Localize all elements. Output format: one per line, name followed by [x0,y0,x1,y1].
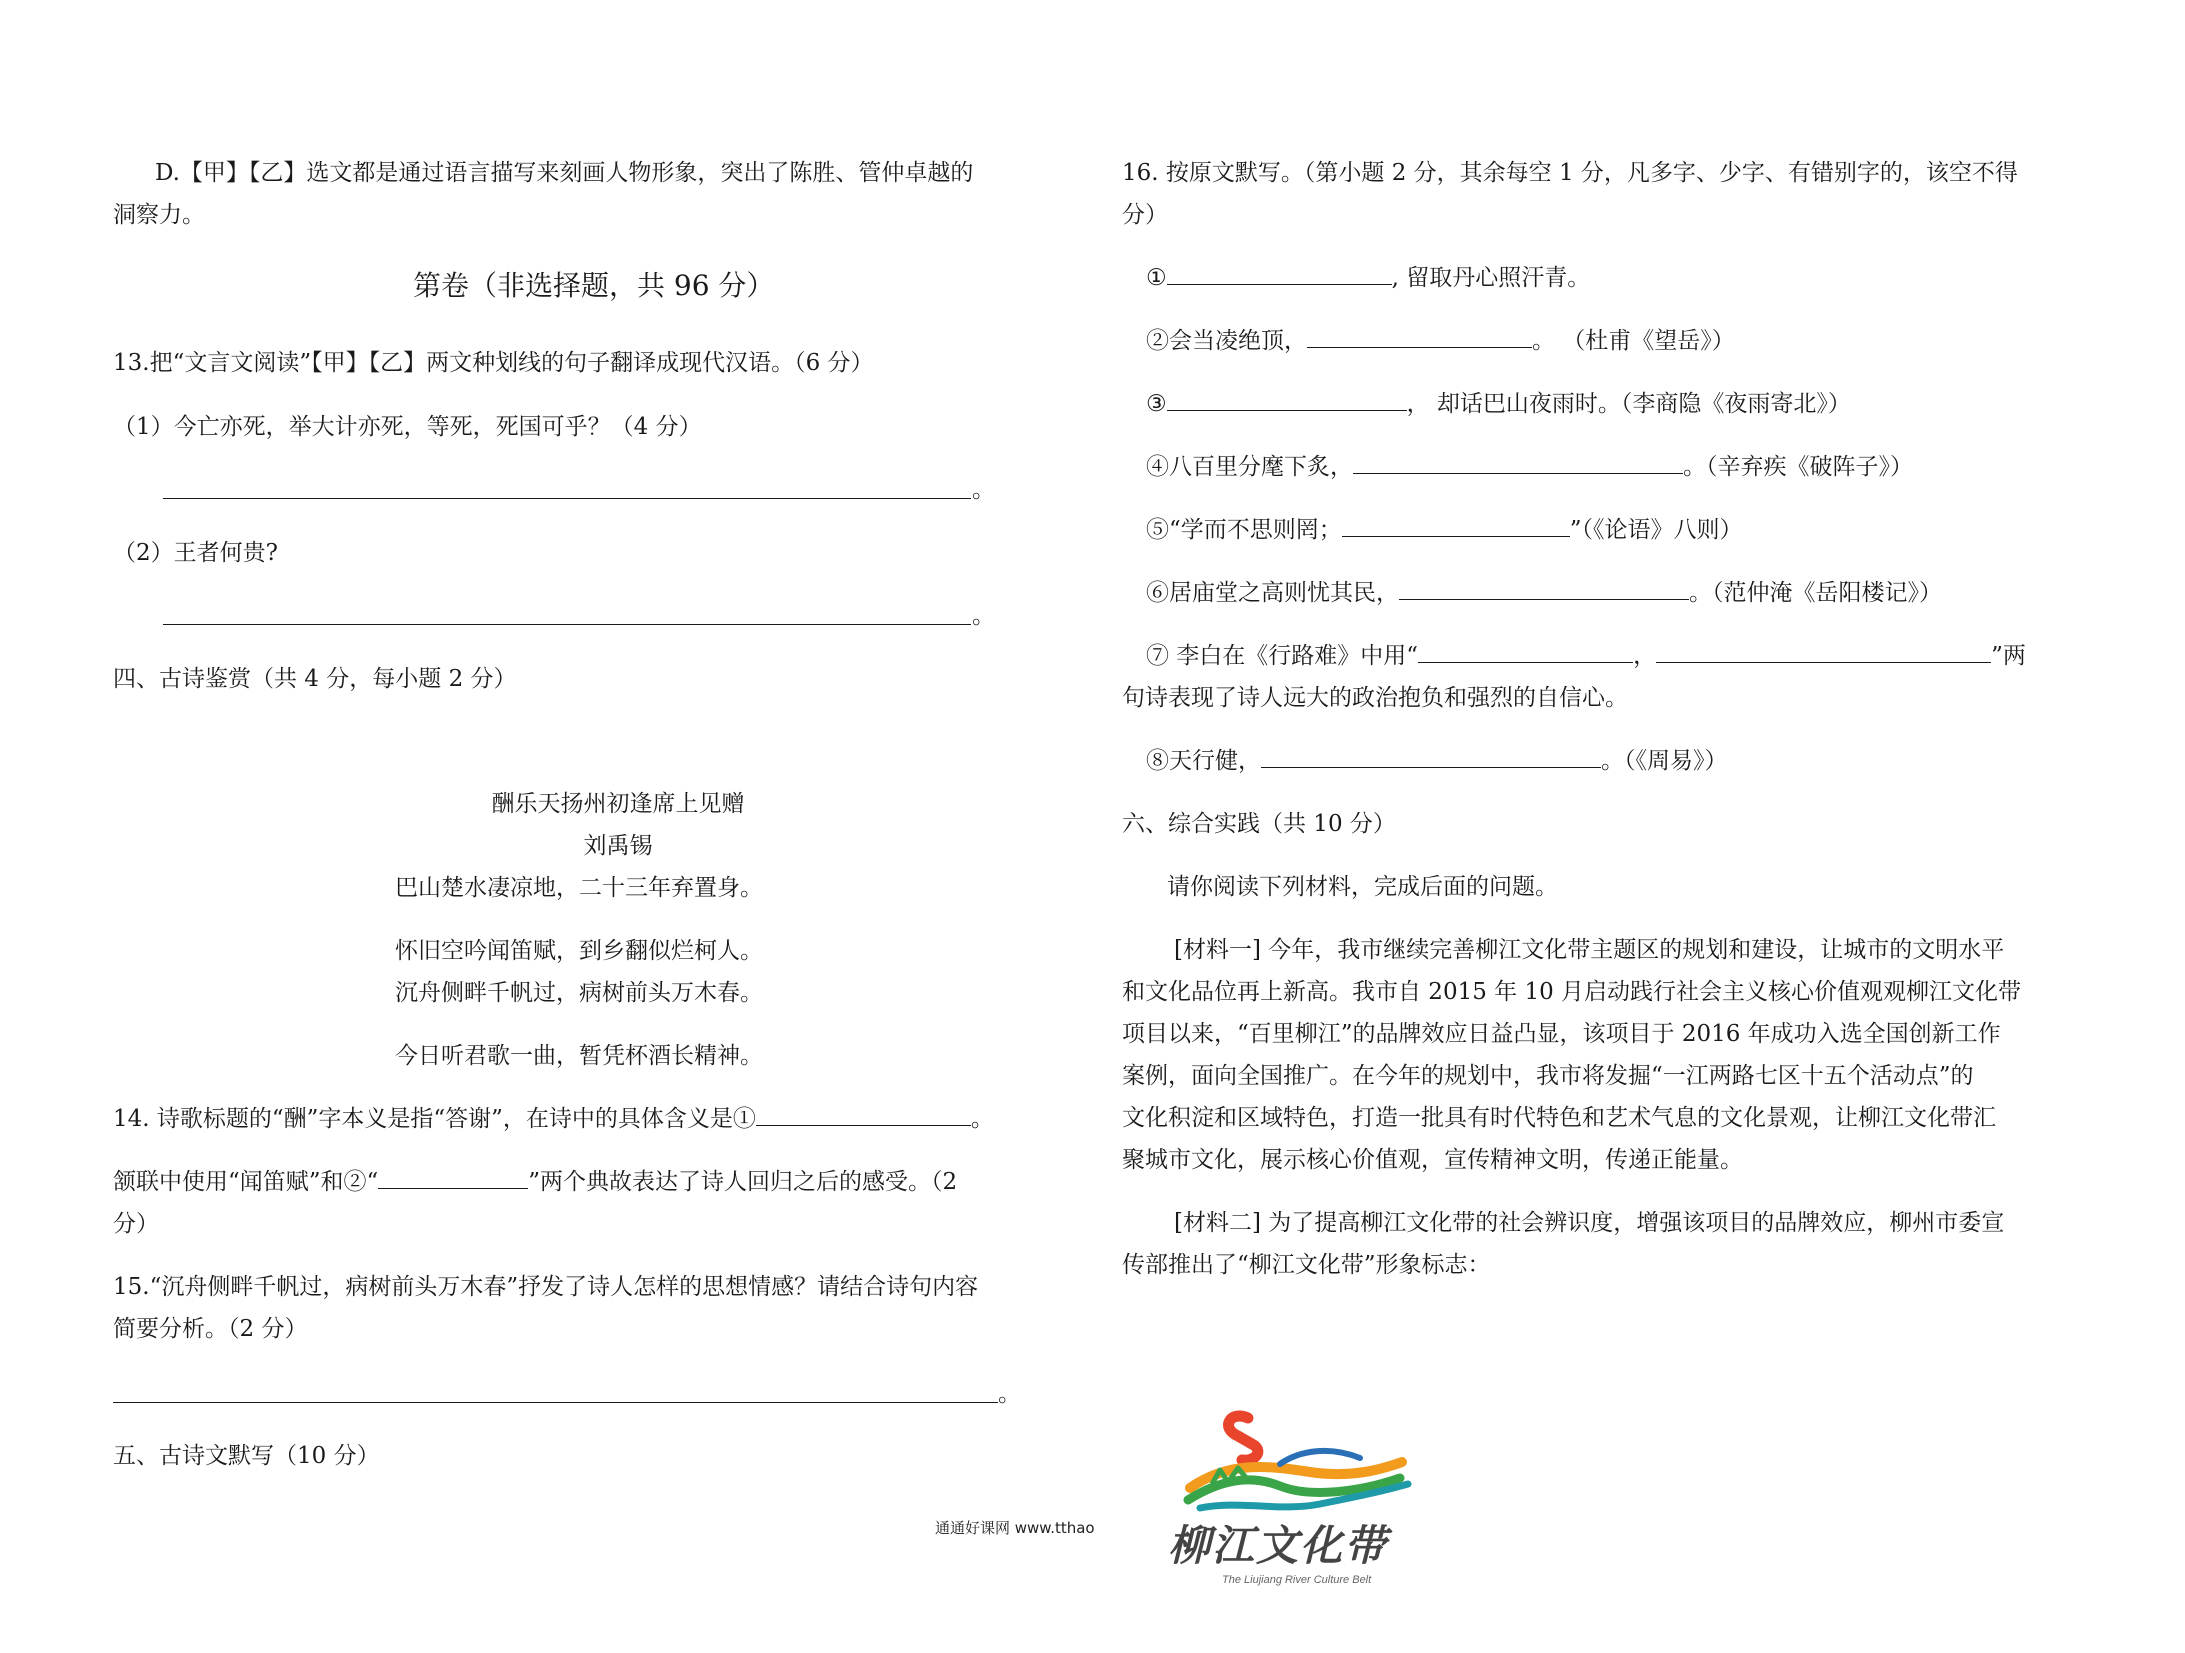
item-text: ， 却话巴山夜雨时。（李商隐《夜雨寄北》） [1406,391,1851,417]
item-text: ⑧天行健， [1146,748,1261,774]
item-text: ④八百里分麾下炙， [1146,454,1353,480]
item-text: , 留取丹心照汗青。 [1391,265,1591,291]
question-13-2: （2）王者何贵? [113,540,278,566]
section-5-title: 五、古诗文默写（10 分） [113,1443,380,1469]
liujiang-logo [1160,1400,1420,1600]
recite-item-1 [1146,262,1590,294]
answer-period: 。 [972,477,995,503]
q14-text: 14. 诗歌标题的“酬”字本义是指“答谢”，在诗中的具体含义是① [113,1106,756,1132]
answer-period: 。 [972,603,995,629]
blank-16-4[interactable] [1353,451,1683,474]
blank-16-5[interactable] [1342,514,1570,537]
section-4-title: 四、古诗鉴赏（共 4 分，每小题 2 分） [113,666,517,692]
poem-line: 今日听君歌一曲，暂凭杯酒长精神。 [395,1043,763,1069]
recite-item-7 [1146,640,2026,672]
q14-end: 。 [970,1106,994,1132]
blank-16-3[interactable] [1167,388,1407,411]
blank-16-6[interactable] [1399,577,1689,600]
material-line: 聚城市文化，展示核心价值观，宣传精神文明，传递正能量。 [1122,1147,1743,1173]
logo-emblem-icon [1160,1400,1420,1520]
footer-site: 通通好课网 www.tthao [935,1519,1095,1537]
item-text: 。（辛弃疾《破阵子》） [1683,454,1913,480]
question-15-line2: 简要分析。（2 分） [113,1316,308,1342]
item-text: ⑤“学而不思则罔； [1146,517,1342,543]
item-text: 。（《周易》） [1601,748,1728,774]
logo-english: The Liujiang River Culture Belt [1222,1574,1372,1586]
item-text: ”（《论语》八则） [1569,517,1743,543]
question-16-line2: 分） [1122,202,1168,228]
item-text: 。 （杜甫《望岳》） [1532,328,1735,354]
question-14-line2 [113,1166,957,1198]
material-line: [材料一] 今年，我市继续完善柳江文化带主题区的规划和建设，让城市的文明水平 [1174,937,2005,963]
poem-line: 沉舟侧畔千帆过，病树前头万木春。 [395,980,763,1006]
blank-16-7a[interactable] [1418,640,1633,663]
item-text: ， [1633,643,1657,669]
option-d-line2: 洞察力。 [113,202,205,228]
recite-item-2 [1146,325,1735,357]
poem-line: 怀旧空吟闻笛赋，到乡翻似烂柯人。 [395,938,763,964]
blank-14-1[interactable] [756,1103,971,1126]
material-intro: 请你阅读下列材料，完成后面的问题。 [1167,874,1558,900]
question-13: 13.把“文言文阅读”【甲】【乙】两文种划线的句子翻译成现代汉语。（6 分） [113,350,874,376]
blank-14-2[interactable] [378,1166,528,1189]
answer-line-13-1[interactable] [163,498,971,499]
question-15-line1: 15.“沉舟侧畔千帆过，病树前头万木春”抒发了诗人怎样的思想情感？请结合诗句内容 [113,1274,979,1300]
recite-item-8 [1146,745,1728,777]
question-14-line1 [113,1103,994,1135]
material-line: 和文化品位再上新高。我市自 2015 年 10 月启动践行社会主义核心价值观观柳江文化带 [1122,979,2022,1005]
answer-line-13-2[interactable] [163,624,971,625]
item-text: ⑦ 李白在《行路难》中用“ [1146,643,1419,669]
question-13-1: （1）今亡亦死，举大计亦死，等死，死国可乎？（4 分） [113,414,702,440]
answer-line-15[interactable] [113,1402,998,1403]
item-text: ”两 [1991,643,2026,669]
blank-16-8[interactable] [1261,745,1601,768]
recite-item-4 [1146,451,1913,483]
poem-title: 酬乐天扬州初逢席上见赠 [491,791,745,817]
blank-16-7b[interactable] [1656,640,1991,663]
question-14-line3: 分） [113,1211,159,1237]
item-text: 。（范仲淹《岳阳楼记》） [1689,580,1942,606]
logo-chinese: 柳江文化带 [1168,1521,1389,1570]
answer-period: 。 [998,1381,1021,1407]
section-title: 第卷（非选择题，共 96 分） [413,269,775,302]
recite-item-5 [1146,514,1743,546]
material-line: [材料二] 为了提高柳江文化带的社会辨识度，增强该项目的品牌效应，柳州市委宣 [1174,1210,2005,1236]
section-6-title: 六、综合实践（共 10 分） [1122,811,1396,837]
item-label: ③ [1146,391,1167,417]
recite-item-6 [1146,577,1942,609]
blank-16-1[interactable] [1167,262,1392,285]
material-line: 项目以来，“百里柳江”的品牌效应日益凸显，该项目于 2016 年成功入选全国创新工作 [1122,1021,2001,1047]
q14-text-a: 颔联中使用“闻笛赋”和②“ [113,1169,379,1195]
q14-text-b: ”两个典故表达了诗人回归之后的感受。（2 [528,1169,958,1195]
recite-item-3 [1146,388,1851,420]
material-line: 案例，面向全国推广。在今年的规划中，我市将发掘“一江两路七区十五个活动点”的 [1122,1063,1974,1089]
item-text: ⑥居庙堂之高则忧其民， [1146,580,1399,606]
recite-item-7-line2: 句诗表现了诗人远大的政治抱负和强烈的自信心。 [1122,685,1628,711]
item-label: ① [1146,265,1167,291]
material-line: 传部推出了“柳江文化带”形象标志： [1122,1252,1491,1278]
material-line: 文化积淀和区域特色，打造一批具有时代特色和艺术气息的文化景观，让柳江文化带汇 [1122,1105,1996,1131]
option-d-line1: D.【甲】【乙】选文都是通过语言描写来刻画人物形象，突出了陈胜、管仲卓越的 [155,160,974,186]
item-text: ②会当凌绝顶， [1146,328,1307,354]
poem-line: 巴山楚水凄凉地，二十三年弃置身。 [395,875,763,901]
question-16-line1: 16. 按原文默写。（第小题 2 分，其余每空 1 分，凡多字、少字、有错别字的，该空不得 [1122,160,2018,186]
blank-16-2[interactable] [1307,325,1532,348]
poem-author: 刘禹锡 [583,833,653,859]
